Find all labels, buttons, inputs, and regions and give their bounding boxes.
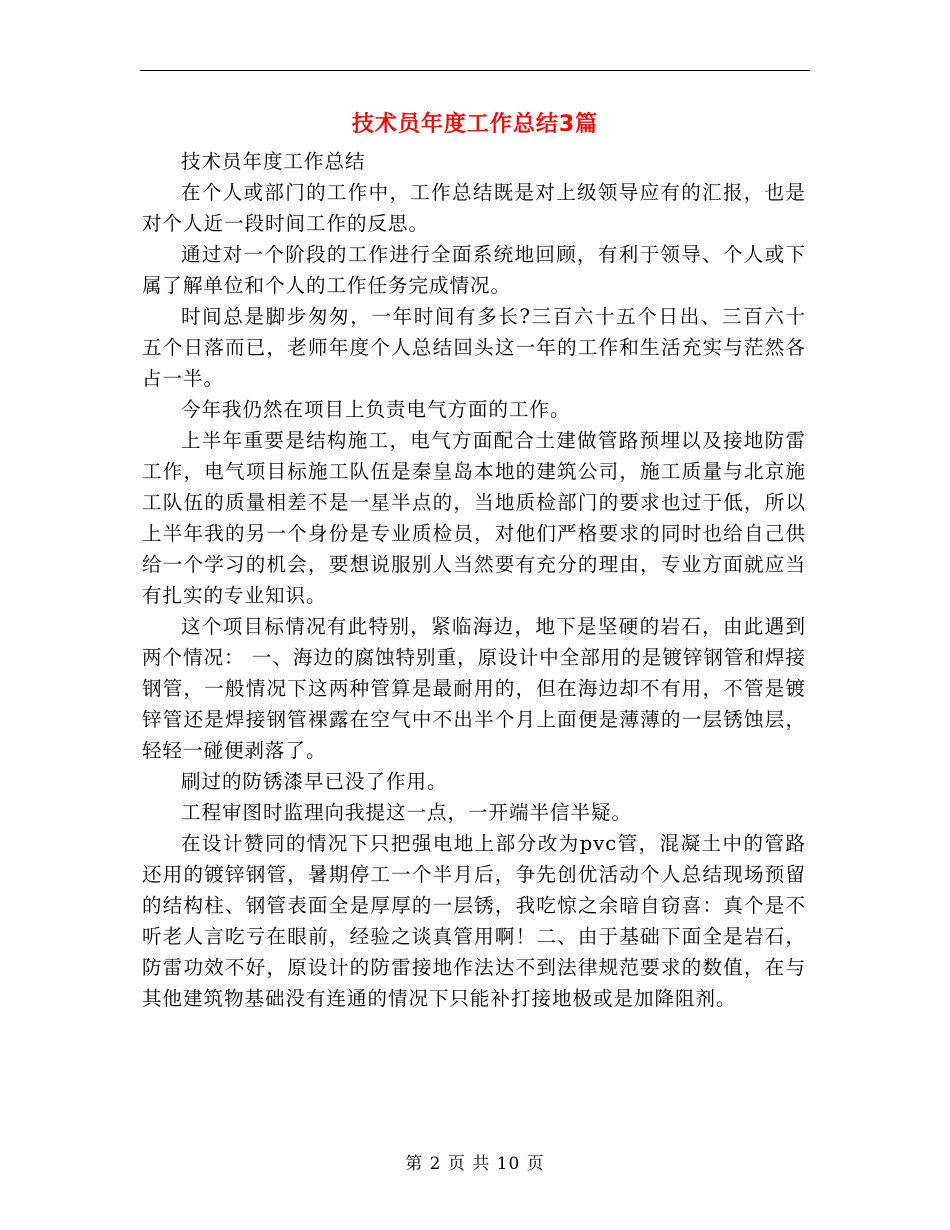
paragraph: 今年我仍然在项目上负责电气方面的工作。 [181,398,571,421]
paragraph: 技术员年度工作总结 [181,150,366,173]
paragraph: 时间总是脚步匆匆，一年时间有多长?三百六十五个日出、三百六十五个日落而已，老师年度个人总结回头这一年的工作和生活充实与茫然各占一半。 [142,305,806,390]
page-footer: 第 2 页 共 10 页 [405,1154,545,1174]
paragraph: 刷过的防锈漆早已没了作用。 [181,770,448,793]
document-title: 技术员年度工作总结3篇 [351,112,599,137]
paragraph: 这个项目标情况有此特别，紧临海边，地下是坚硬的岩石，由此遇到两个情况： 一、海边的腐蚀特别重，原设计中全部用的是镀锌钢管和焊接钢管，一般情况下这两种管算是最耐用的，但在海边却不有用，不管是镀锌管还是焊接钢管裸露在空气中不出半个月上面便是薄薄的一层锈蚀层，轻轻一碰便剥落了。 [142,615,806,762]
paragraph: 工程审图时监理向我提这一点，一开端半信半疑。 [181,801,633,824]
paragraph: 在个人或部门的工作中，工作总结既是对上级领导应有的汇报，也是对个人近一段时间工作的反思。 [142,181,806,235]
paragraph: 在设计赞同的情况下只把强电地上部分改为pvc管，混凝土中的管路还用的镀锌钢管，暑期停工一个半月后，争先创优活动个人总结现场预留的结构柱、钢管表面全是厚厚的一层锈，我吃惊之余暗自窃喜：真个是不听老人言吃亏在眼前，经验之谈真管用啊！二、由于基础下面全是岩石，防雷功效不好，原设计的防雷接地作法达不到法律规范要求的数值，在与其他建筑物基础没有连通的情况下只能补打接地极或是加降阻剂。 [142,832,806,1010]
paragraph: 通过对一个阶段的工作进行全面系统地回顾，有利于领导、个人或下属了解单位和个人的工作任务完成情况。 [142,243,806,297]
header-rule [140,70,810,71]
paragraph: 上半年重要是结构施工，电气方面配合土建做管路预埋以及接地防雷工作，电气项目标施工队伍是秦皇岛本地的建筑公司，施工质量与北京施工队伍的质量相差不是一星半点的，当地质检部门的要求也过于低，所以上半年我的另一个身份是专业质检员，对他们严格要求的同时也给自己供给一个学习的机会，要想说服别人当然要有充分的理由，专业方面就应当有扎实的专业知识。 [142,429,806,607]
document-body [142,146,806,1014]
